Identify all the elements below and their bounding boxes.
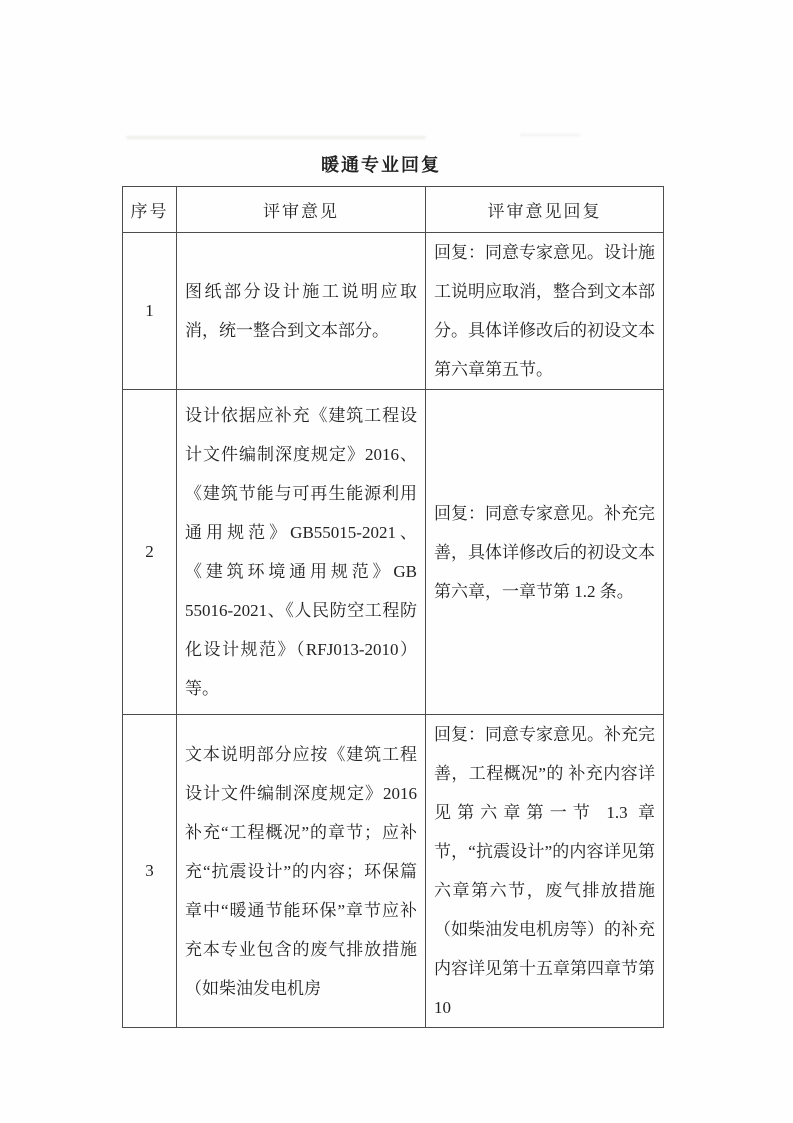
table-row bbox=[123, 233, 664, 390]
column-header-number: 序号 bbox=[123, 187, 177, 233]
review-comment-text: 图纸部分设计施工说明应取消，统一整合到文本部分。 bbox=[177, 233, 426, 390]
scan-smudge-artifact bbox=[126, 136, 426, 139]
page-title: 暖通专业回复 bbox=[321, 155, 441, 175]
review-reply-text: 回复：同意专家意见。补充完善，具体详修改后的初设文本第六章，一章节第 1.2 条。 bbox=[426, 390, 664, 715]
row-number: 1 bbox=[123, 233, 177, 390]
review-comment-text: 文本说明部分应按《建筑工程设计文件编制深度规定》2016 补充“工程概况”的章节；应补充“抗震设计”的内容；环保篇章中“暖通节能环保”章节应补充本专业包含的废气排放措施（如柴油发电机房 bbox=[177, 715, 426, 1028]
review-comments-table bbox=[122, 186, 664, 1028]
review-reply-text: 回复：同意专家意见。补充完善，工程概况”的 补充内容详见第六章第一节 1.3 章节，“抗震设计”的内容详见第六章第六节，废气排放措施（如柴油发电机房等）的补充内容详见第十五章第四章节第 10 bbox=[426, 715, 664, 1028]
row-number: 3 bbox=[123, 715, 177, 1028]
table-row bbox=[123, 390, 664, 715]
table-row bbox=[123, 715, 664, 1028]
column-header-review-comment: 评审意见 bbox=[177, 187, 426, 233]
column-header-review-reply: 评审意见回复 bbox=[426, 187, 664, 233]
scan-smudge-artifact bbox=[520, 134, 580, 136]
row-number: 2 bbox=[123, 390, 177, 715]
review-comment-text: 设计依据应补充《建筑工程设计文件编制深度规定》2016、《建筑节能与可再生能源利用通用规范》GB55015-2021、《建筑环境通用规范》GB 55016-2021、《人民防空工程防化设计规范》（RFJ013-2010）等。 bbox=[177, 390, 426, 715]
table-header-row bbox=[123, 187, 664, 233]
review-reply-text: 回复：同意专家意见。设计施工说明应取消，整合到文本部分。具体详修改后的初设文本第六章第五节。 bbox=[426, 233, 664, 390]
